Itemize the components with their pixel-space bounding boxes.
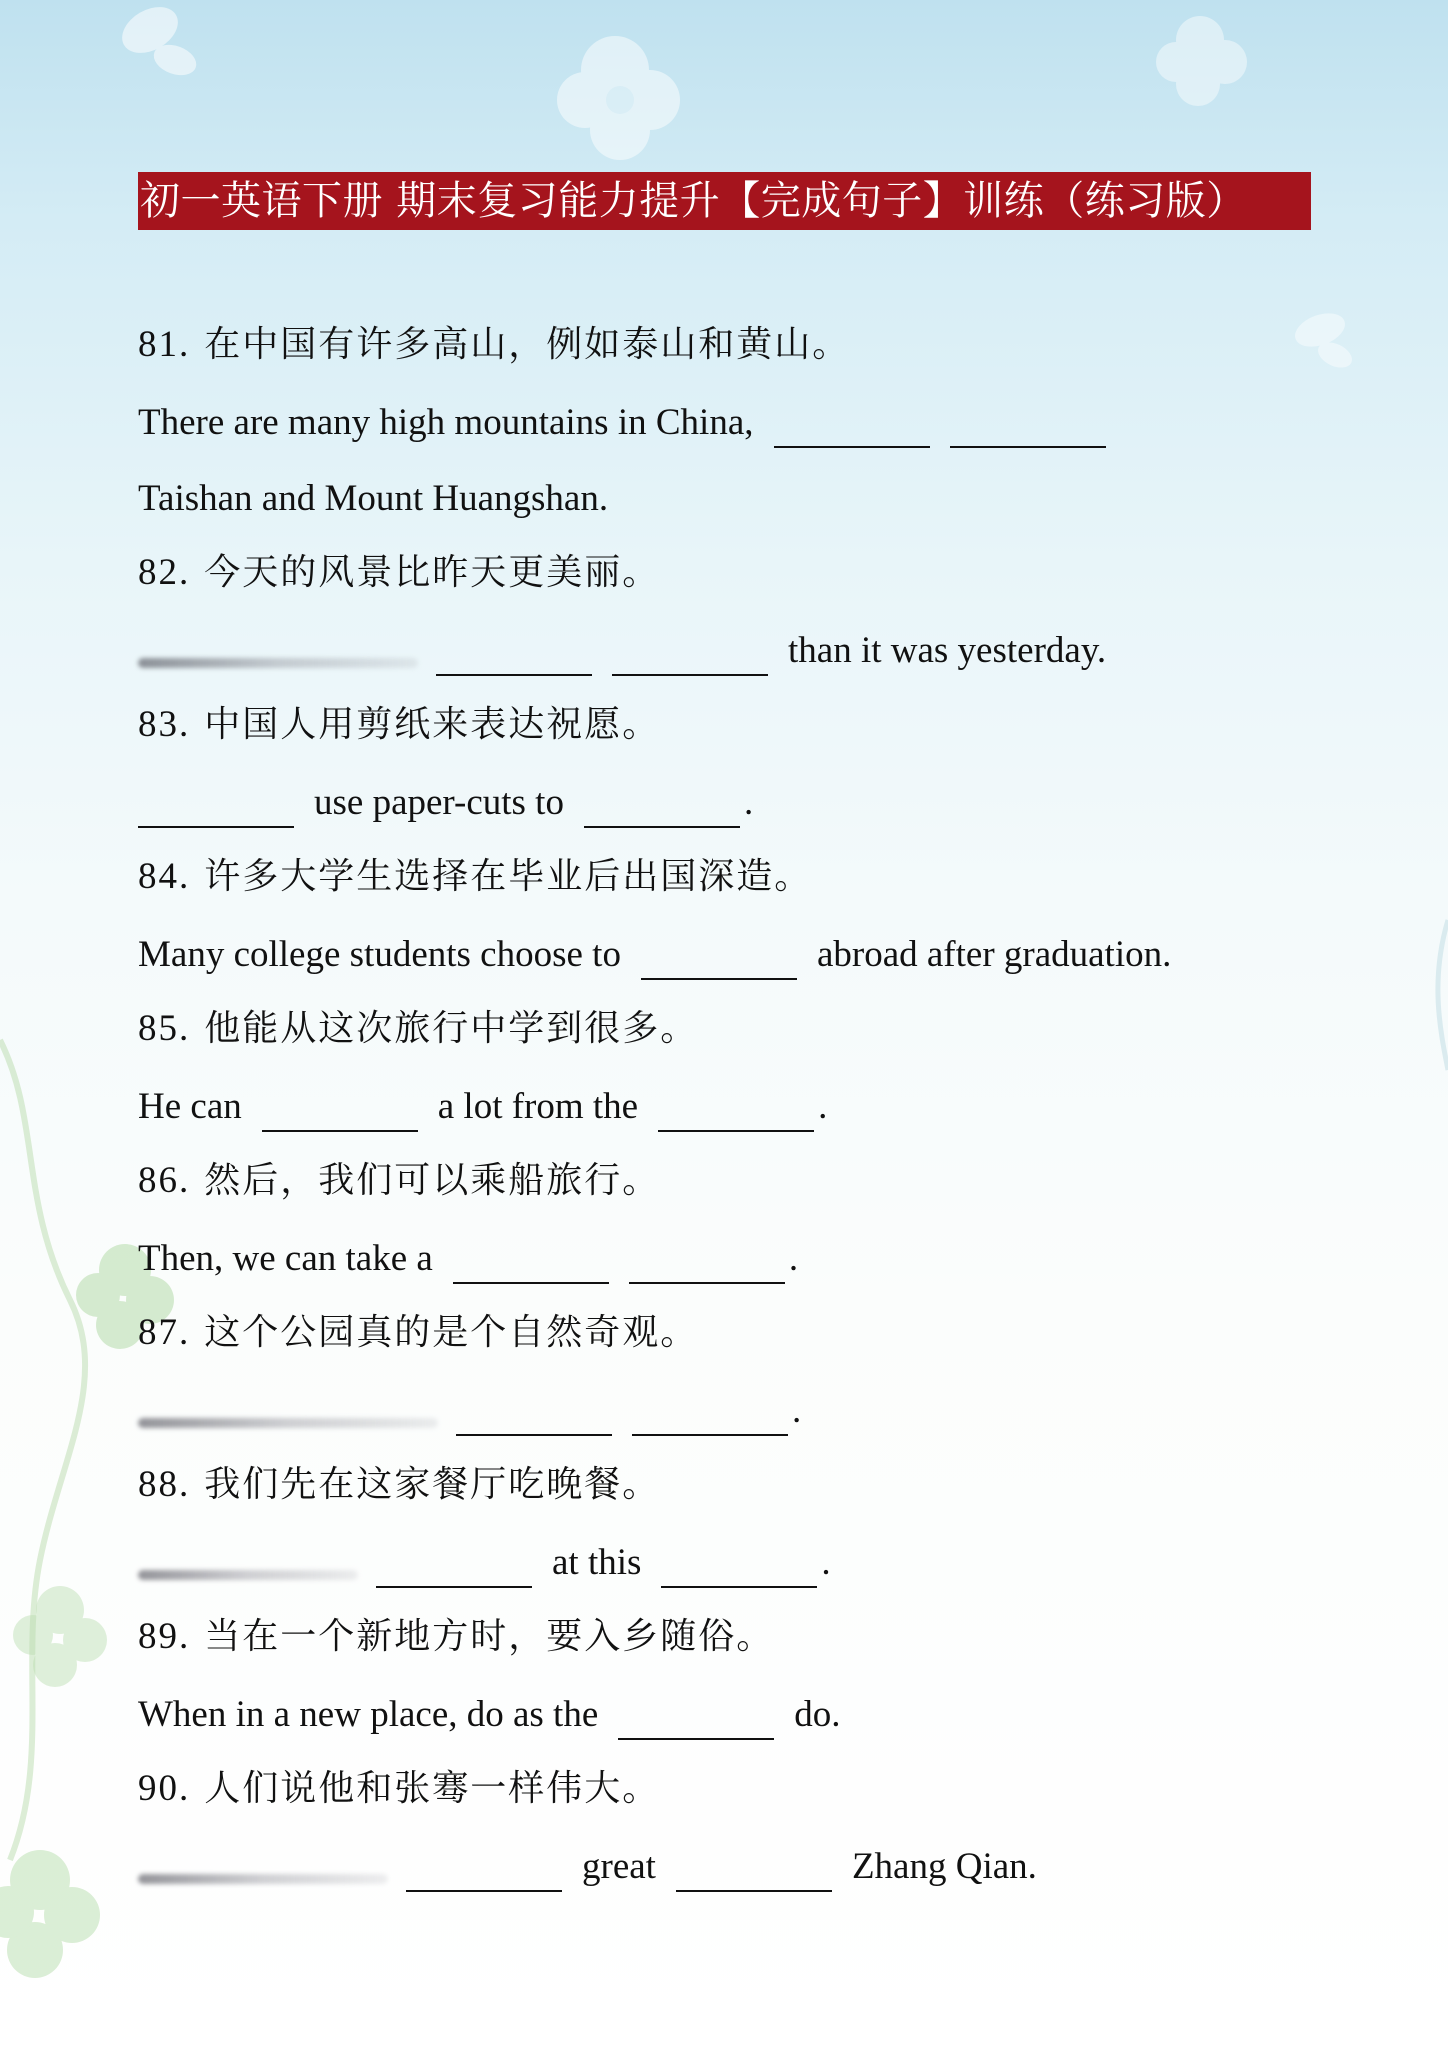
answer-blank[interactable] (618, 1702, 774, 1740)
question-number: 90. (138, 1768, 191, 1809)
question-86-english (138, 1234, 798, 1284)
vine-stem (0, 1040, 85, 1860)
answer-blank[interactable] (676, 1854, 832, 1892)
question-87-chinese (138, 1308, 698, 1358)
question-number: 82. (138, 552, 191, 593)
answer-blank[interactable] (453, 1246, 609, 1284)
question-number: 87. (138, 1312, 191, 1353)
english-text: at this (552, 1542, 642, 1583)
question-85-english (138, 1082, 827, 1132)
english-text: He can (138, 1086, 242, 1127)
butterfly-icon (114, 0, 200, 81)
answer-blank[interactable] (456, 1398, 612, 1436)
butterfly-icon (1290, 307, 1356, 373)
english-text: . (821, 1542, 831, 1583)
english-text: than it was yesterday. (788, 630, 1107, 671)
vine-stem (1438, 920, 1448, 1070)
chinese-sentence: 这个公园真的是个自然奇观。 (204, 1312, 699, 1353)
english-text: When in a new place, do as the (138, 1694, 599, 1735)
question-number: 84. (138, 856, 191, 897)
english-text: Then, we can take a (138, 1238, 433, 1279)
chinese-sentence: 许多大学生选择在毕业后出国深造。 (204, 856, 813, 897)
answer-blank[interactable] (658, 1094, 814, 1132)
question-81-english-line-1 (138, 398, 1126, 448)
question-83-chinese (138, 700, 660, 750)
english-text: do. (794, 1694, 841, 1735)
clover-icon (0, 1850, 100, 1978)
question-86-chinese (138, 1156, 660, 1206)
question-number: 81. (138, 324, 191, 365)
question-number: 86. (138, 1160, 191, 1201)
answer-blank[interactable] (612, 638, 768, 676)
chinese-sentence: 中国人用剪纸来表达祝愿。 (204, 704, 661, 745)
english-text: use paper-cuts to (314, 782, 564, 823)
english-text: . (818, 1086, 828, 1127)
answer-blank[interactable] (436, 638, 592, 676)
obscured-text (138, 658, 418, 668)
question-number: 89. (138, 1616, 191, 1657)
answer-blank[interactable] (774, 410, 930, 448)
english-text: . (792, 1390, 802, 1431)
flower-icon (1156, 16, 1247, 106)
answer-blank[interactable] (661, 1550, 817, 1588)
question-number: 88. (138, 1464, 191, 1505)
chinese-sentence: 我们先在这家餐厅吃晚餐。 (204, 1464, 661, 1505)
chinese-sentence: 人们说他和张骞一样伟大。 (204, 1768, 661, 1809)
english-text: Taishan and Mount Huangshan. (138, 478, 609, 519)
english-text: . (743, 782, 754, 823)
answer-blank[interactable] (406, 1854, 562, 1892)
question-81-english-line-2 (138, 474, 608, 524)
english-text: There are many high mountains in China, (138, 402, 754, 443)
english-text: a lot from the (437, 1086, 639, 1127)
chinese-sentence: 在中国有许多高山，例如泰山和黄山。 (204, 324, 851, 365)
obscured-text (138, 1418, 438, 1428)
obscured-text (138, 1874, 388, 1884)
answer-blank[interactable] (632, 1398, 788, 1436)
question-82-chinese (138, 548, 660, 598)
question-89-chinese (138, 1612, 774, 1662)
question-90-english (138, 1842, 1037, 1892)
answer-blank[interactable] (376, 1550, 532, 1588)
chinese-sentence: 当在一个新地方时，要入乡随俗。 (204, 1616, 775, 1657)
question-84-chinese (138, 852, 812, 902)
question-81-chinese (138, 320, 850, 370)
chinese-sentence: 然后，我们可以乘船旅行。 (204, 1160, 661, 1201)
chinese-sentence: 他能从这次旅行中学到很多。 (204, 1008, 699, 1049)
answer-blank[interactable] (138, 790, 294, 828)
question-number: 85. (138, 1008, 191, 1049)
chinese-sentence: 今天的风景比昨天更美丽。 (204, 552, 661, 593)
answer-blank[interactable] (262, 1094, 418, 1132)
question-89-english (138, 1690, 841, 1740)
english-text: abroad after graduation. (816, 934, 1172, 975)
question-90-chinese (138, 1764, 660, 1814)
english-text: . (788, 1238, 799, 1279)
question-87-english (138, 1386, 801, 1436)
answer-blank[interactable] (584, 790, 740, 828)
answer-blank[interactable] (641, 942, 797, 980)
english-text: great (582, 1846, 656, 1887)
page-title: 初一英语下册 期末复习能力提升【完成句子】训练（练习版） (138, 172, 1311, 230)
english-text: Many college students choose to (138, 934, 621, 975)
question-84-english (138, 930, 1171, 980)
question-85-chinese (138, 1004, 698, 1054)
flower-icon (557, 36, 680, 160)
obscured-text (138, 1570, 358, 1580)
question-88-chinese (138, 1460, 660, 1510)
question-82-english (138, 626, 1106, 676)
question-83-english (138, 778, 753, 828)
question-number: 83. (138, 704, 191, 745)
english-text: Zhang Qian. (851, 1846, 1037, 1887)
answer-blank[interactable] (629, 1246, 785, 1284)
clover-icon (13, 1586, 107, 1687)
question-88-english (138, 1538, 831, 1588)
answer-blank[interactable] (950, 410, 1106, 448)
